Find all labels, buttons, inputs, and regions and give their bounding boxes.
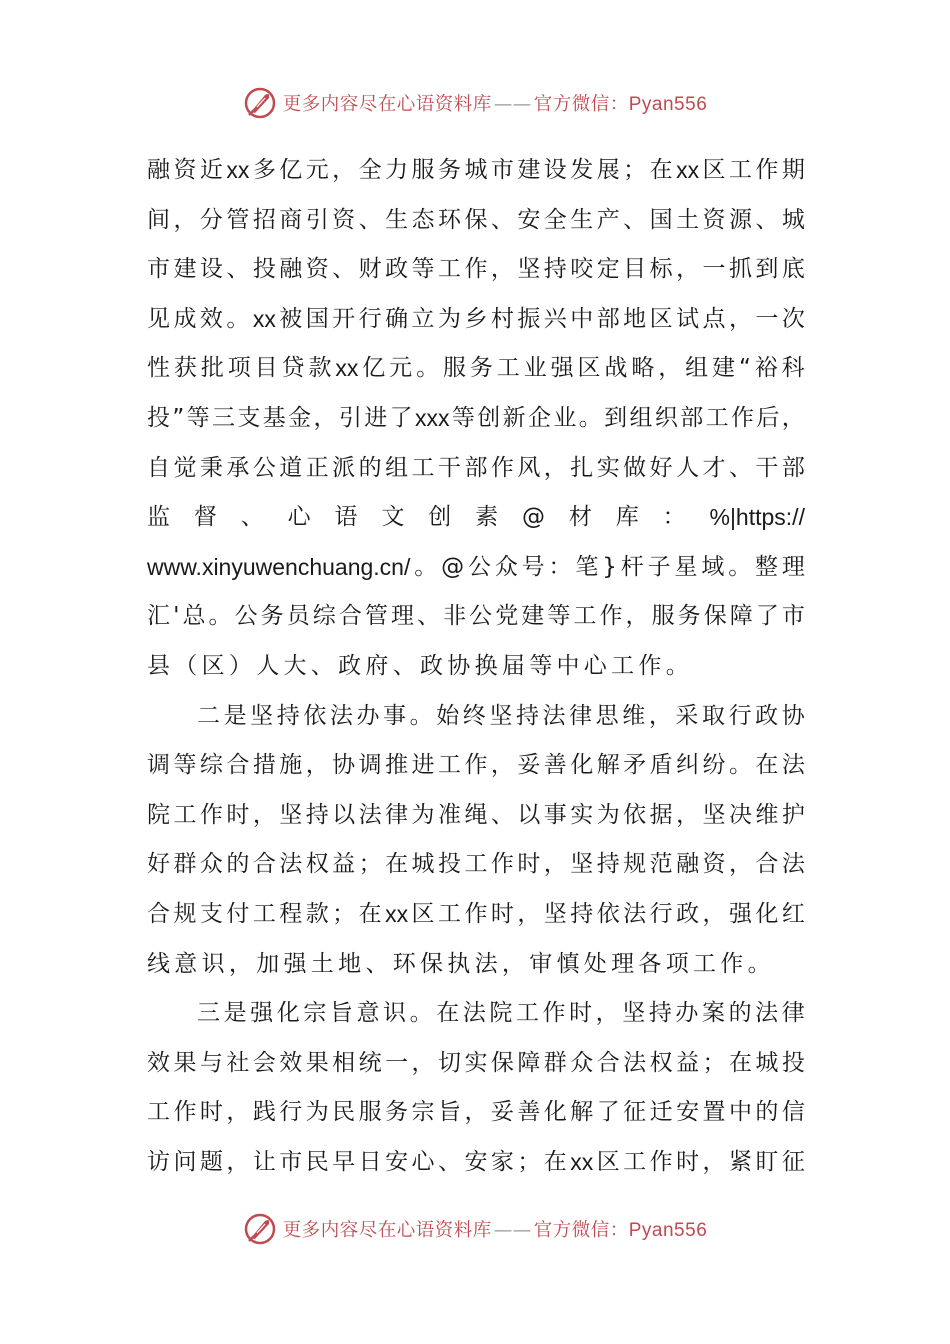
text-line: 效 果 与 社 会 效 果 相 统 一 ， 切 实 保 障 群 众 合 法 权 益 ； 在 城 投 (147, 1049, 805, 1076)
paragraph-first-line: 三 是 强 化 宗 旨 意 识 。 在 法 院 工 作 时 ， 坚 持 办 案 的 法 律 (197, 1000, 805, 1027)
text-line: 监 督 、 心 语 文 创 素 @ 材 库 ： %|https:// (147, 504, 805, 531)
text-line: 见 成 效 。 xx 被 国 开 行 确 立 为 乡 村 振 兴 中 部 地 区 试 点 ， 一 次 (147, 305, 805, 332)
header-banner-text: 更多内容尽在心语资料库 —— 官方微信：Pyan556 (282, 94, 708, 115)
text-line: 线意识，加强土地、环保执法，审慎处理各项工作。 (147, 950, 775, 977)
paragraph-first-line: 二 是 坚 持 依 法 办 事 。 始 终 坚 持 法 律 思 维 ， 采 取 行 政 协 (197, 702, 805, 729)
text-line: 市 建 设 、 投 融 资 、 财 政 等 工 作 ， 坚 持 咬 定 目 标 ， 一 抓 到 底 (147, 256, 805, 283)
quill-pen-logo-icon (243, 86, 277, 120)
text-line: 调 等 综 合 措 施 ， 协 调 推 进 工 作 ， 妥 善 化 解 矛 盾 纠 纷 。 在 法 (147, 752, 805, 779)
text-line: 院 工 作 时 ， 坚 持 以 法 律 为 准 绳 、 以 事 实 为 依 据 ， 坚 决 维 护 (147, 801, 805, 828)
text-line: 县（区）人大、政府、政协换届等中心工作。 (147, 652, 693, 679)
text-line: 好 群 众 的 合 法 权 益 ； 在 城 投 工 作 时 ， 坚 持 规 范 融 资 ， 合 法 (147, 851, 805, 878)
text-line: 自 觉 秉 承 公 道 正 派 的 组 工 干 部 作 风 ， 扎 实 做 好 人 才 、 干 部 (147, 454, 805, 481)
text-line: 融 资 近 xx 多 亿 元 ， 全 力 服 务 城 市 建 设 发 展 ； 在 xx 区 工 作 期 (147, 157, 805, 183)
quill-pen-logo-icon (243, 1212, 277, 1246)
text-line: 投 ” 等 三 支 基 金 ， 引 进 了 xxx 等 创 新 企 业 。 到 组 织 部 工 作 后 ， (147, 404, 805, 431)
document-body (147, 146, 805, 1187)
text-line: 合 规 支 付 工 程 款 ； 在 xx 区 工 作 时 ， 坚 持 依 法 行 政 ， 强 化 红 (147, 900, 805, 927)
text-line: 汇 ' 总 。 公 务 员 综 合 管 理 、 非 公 党 建 等 工 作 ， 服 务 保 障 了 市 (147, 603, 805, 630)
header-banner (0, 83, 950, 123)
text-line: 间 ， 分 管 招 商 引 资 、 生 态 环 保 、 安 全 生 产 、 国 土 资 源 、 城 (147, 206, 805, 233)
text-line: 工 作 时 ， 践 行 为 民 服 务 宗 旨 ， 妥 善 化 解 了 征 迁 安 置 中 的 信 (147, 1099, 805, 1126)
text-line: 性 获 批 项 目 贷 款 xx 亿 元 。 服 务 工 业 强 区 战 略 ， 组 建 “ 裕 科 (147, 355, 805, 382)
text-line: 访 问 题 ， 让 市 民 早 日 安 心 、 安 家 ； 在 xx 区 工 作 时 ， 紧 盯 征 (147, 1148, 805, 1175)
footer-banner (0, 1209, 950, 1249)
footer-banner-text: 更多内容尽在心语资料库 —— 官方微信：Pyan556 (282, 1220, 708, 1241)
text-line: www.xinyuwenchuang.cn/ 。 @ 公 众 号 ： 笔 } 杆 子 星 域 。 整 理 (147, 553, 805, 580)
